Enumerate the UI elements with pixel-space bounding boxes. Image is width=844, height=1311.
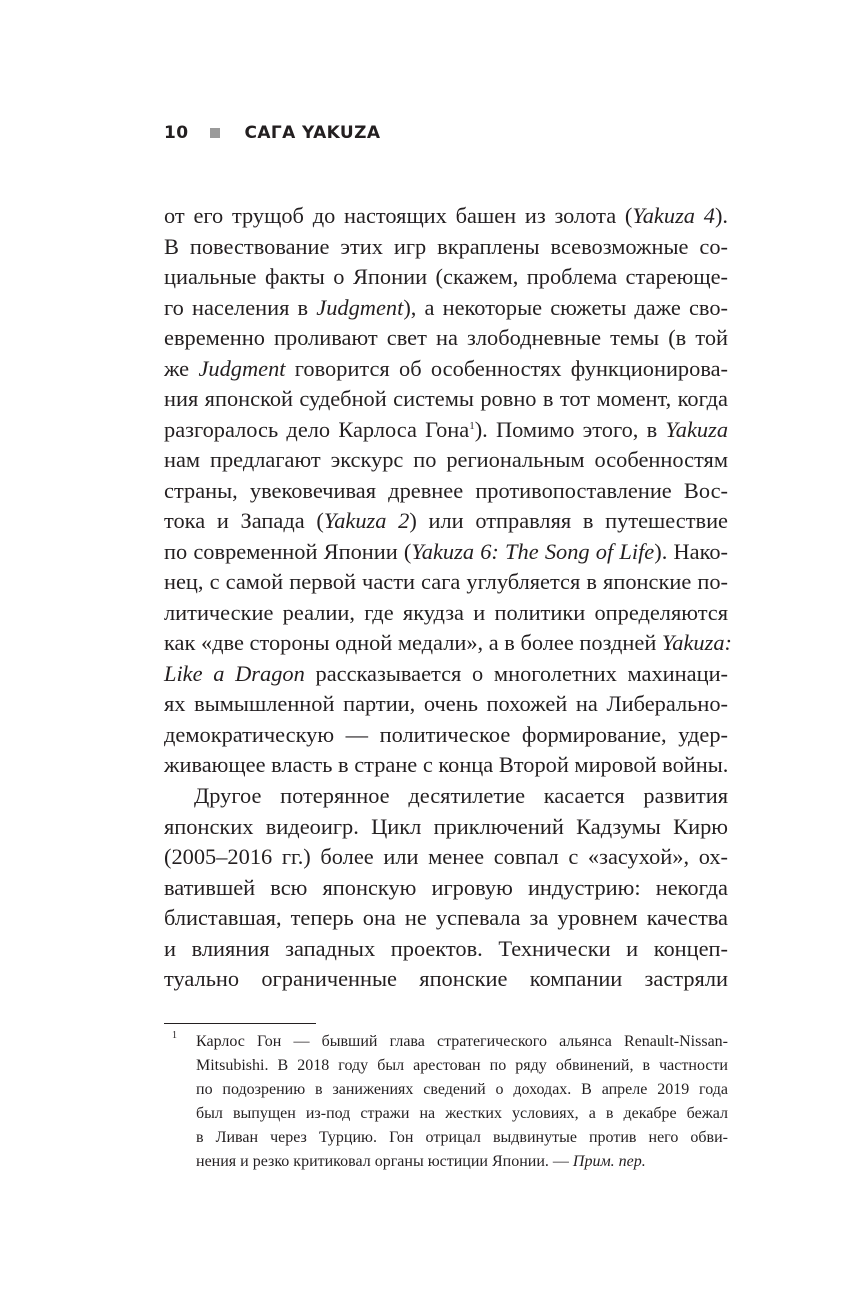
- text-segment: живающее власть в стране с конца Второй мировой войны.: [164, 752, 729, 777]
- text-line: [164, 689, 728, 720]
- text-segment: ях вымышленной партии, очень похожей на Либерально-: [164, 691, 728, 716]
- text-segment: как «две стороны одной медали», а в более поздней: [164, 630, 662, 655]
- text-line: [164, 323, 728, 354]
- text-line: [164, 842, 728, 873]
- text-segment: Карлос Гон — бывший глава стратегического альянса Renault-Nissan-: [196, 1033, 728, 1050]
- text-line: [164, 934, 728, 965]
- footnote-divider: [164, 1023, 316, 1024]
- text-line: [164, 781, 728, 812]
- paragraph-1: [164, 201, 732, 781]
- text-segment: ния японской судебной системы ровно в тот момент, когда: [164, 386, 728, 411]
- italic-title: Judgment: [198, 355, 286, 381]
- paragraph-2: [164, 781, 728, 995]
- text-segment: ) или отправляя в путешествие: [409, 508, 728, 533]
- text-line: [164, 903, 728, 934]
- italic-title: Yakuza: [665, 416, 729, 442]
- text-line: [164, 232, 728, 263]
- text-line: [164, 873, 728, 904]
- text-line: [164, 384, 728, 415]
- text-line: [164, 720, 728, 751]
- text-segment: в Ливан через Турцию. Гон отрицал выдвинутые против него обви-: [196, 1129, 728, 1146]
- italic-title: Yakuza 6: The Song of Life: [411, 538, 655, 564]
- text-segment: литические реалии, где якудза и политики определяются: [164, 599, 728, 625]
- text-line: [164, 476, 728, 507]
- text-segment: по подозрению в занижениях сведений о доходах. В апреле 2019 года: [196, 1081, 728, 1098]
- text-segment: циальные факты о Японии (скажем, проблема стареюще-: [164, 264, 728, 289]
- square-separator-icon: [210, 128, 220, 138]
- footnote-line: [196, 1150, 728, 1174]
- footnote-line: [196, 1078, 728, 1102]
- text-line: [164, 201, 728, 232]
- text-segment: ). Помимо этого, в: [474, 416, 666, 442]
- main-text: [164, 201, 732, 995]
- text-segment: евременно проливают свет на злободневные темы (в той: [164, 325, 728, 350]
- italic-title: Yakuza 4: [632, 203, 715, 228]
- text-segment: по современной Японии (: [164, 538, 412, 564]
- text-line: [164, 506, 728, 537]
- text-line: [164, 750, 728, 781]
- text-line: [164, 659, 728, 690]
- text-segment: демократическую — политическое формирование, удер-: [164, 721, 728, 747]
- footnote-line: [196, 1102, 728, 1126]
- text-segment: В повествование этих игр вкраплены всевозможные со-: [164, 233, 728, 259]
- text-segment: рассказывается о многолетних махинаци-: [304, 660, 729, 686]
- text-segment: и влияния западных проектов. Технически и концеп-: [164, 935, 728, 961]
- text-line: [164, 293, 728, 324]
- book-title: САГА YAKUZA: [244, 123, 381, 143]
- text-segment: ).: [714, 203, 728, 228]
- italic-title: Like a Dragon: [164, 660, 305, 686]
- text-line: [164, 537, 728, 568]
- page-number: 10: [164, 123, 189, 143]
- text-segment: японских видеоигр. Цикл приключений Кадзумы Кирю: [164, 813, 728, 839]
- text-segment: нец, с самой первой части сага углубляется в японские по-: [164, 569, 728, 594]
- running-head: [164, 121, 380, 145]
- text-segment: нения и резко критиковал органы юстиции Японии. —: [196, 1153, 573, 1170]
- text-segment: (2005–2016 гг.) более или менее совпал с «засухой», ох-: [164, 844, 728, 869]
- text-segment: страны, увековечивая древнее противопоставление Вос-: [164, 477, 728, 503]
- text-segment: разгоралось дело Карлоса Гона: [164, 416, 470, 442]
- text-segment: Mitsubishi. В 2018 году был арестован по ряду обвинений, в частности: [196, 1057, 728, 1074]
- text-line: [164, 262, 728, 293]
- footnote-reference: 1: [469, 419, 475, 432]
- text-segment: от его трущоб до настоящих башен из золота (: [164, 203, 633, 228]
- text-line: [164, 628, 732, 659]
- footnote-line: [196, 1030, 728, 1054]
- text-segment: нам предлагают экскурс по региональным особенностям: [164, 447, 728, 472]
- text-line: [164, 445, 728, 476]
- italic-title: Yakuza:: [661, 630, 732, 655]
- text-segment: был выпущен из-под стражи на жестких условиях, а в декабре бежал: [196, 1105, 728, 1122]
- italic-title: Прим. пер.: [572, 1153, 646, 1170]
- text-line: [164, 415, 728, 446]
- text-line: [164, 567, 728, 598]
- text-segment: Другое потерянное десятилетие касается развития: [194, 783, 728, 808]
- text-segment: туально ограниченные японские компании застряли: [164, 966, 728, 991]
- text-line: [164, 598, 728, 629]
- italic-title: Judgment: [316, 294, 404, 320]
- footnote-line: [196, 1054, 728, 1078]
- text-segment: блиставшая, теперь она не успевала за уровнем качества: [164, 905, 728, 930]
- text-segment: же: [164, 355, 199, 381]
- footnote-marker: 1: [172, 1030, 177, 1041]
- text-segment: говорится об особенностях функционирова-: [285, 355, 728, 381]
- footnote-line: [196, 1126, 728, 1150]
- italic-title: Yakuza 2: [323, 508, 410, 533]
- text-line: [164, 354, 728, 385]
- footnote: [164, 1030, 728, 1174]
- text-segment: ватившей всю японскую игровую индустрию: некогда: [164, 874, 728, 900]
- text-segment: ). Нако-: [654, 538, 729, 564]
- text-segment: тока и Запада (: [164, 508, 324, 533]
- text-line: [164, 964, 728, 995]
- text-segment: го населения в: [164, 294, 317, 320]
- text-segment: ), а некоторые сюжеты даже сво-: [403, 294, 728, 320]
- text-line: [164, 812, 728, 843]
